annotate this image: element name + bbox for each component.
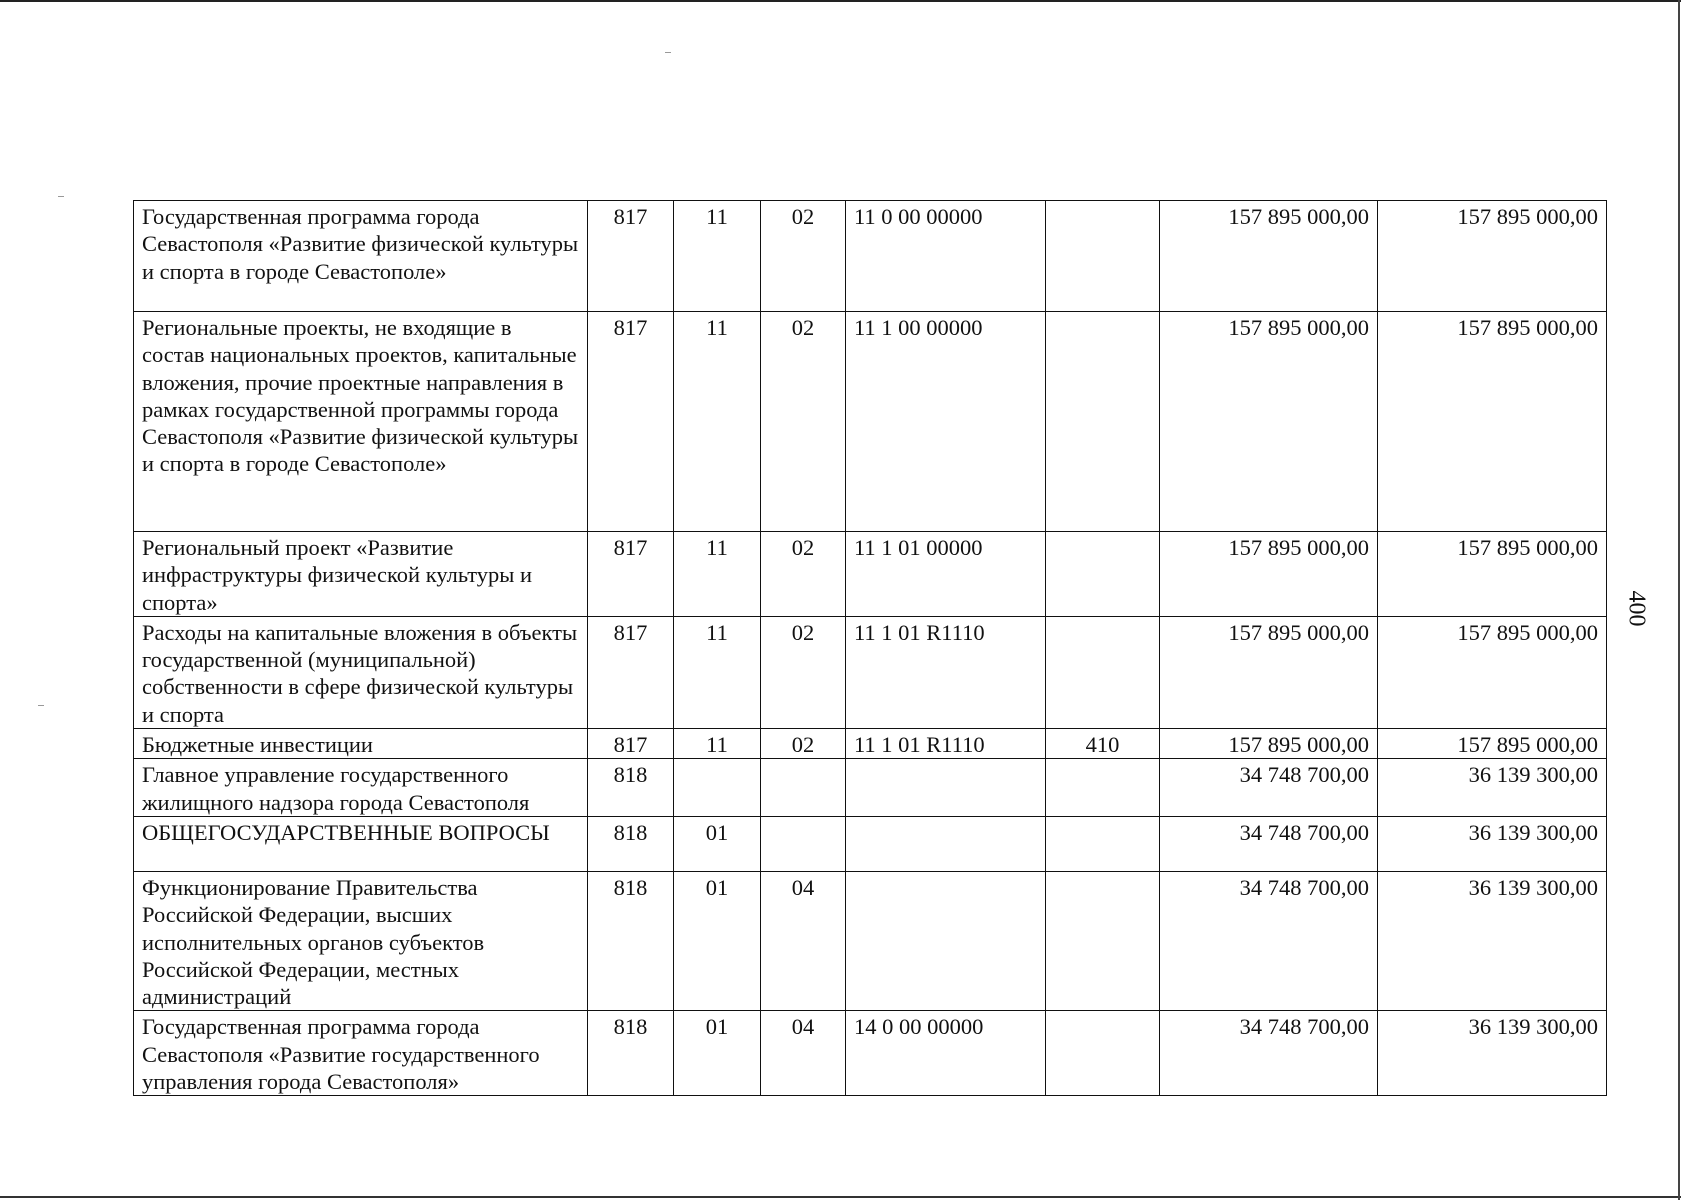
amount-year-1: 157 895 000,00 [1160,616,1378,728]
subsection-code: 02 [761,729,846,759]
section-code: 01 [674,871,761,1010]
row-name: Государственная программа города Севастополя «Развитие физической культуры и спорта в городе Севастополе» [134,201,588,312]
expense-type-code [1046,201,1160,312]
target-code: 11 1 01 00000 [846,532,1046,617]
subsection-code: 02 [761,616,846,728]
budget-table-body [134,201,1607,1096]
row-name: Бюджетные инвестиции [134,729,588,759]
amount-year-1: 157 895 000,00 [1160,312,1378,532]
amount-year-1: 34 748 700,00 [1160,1011,1378,1096]
target-code [846,816,1046,871]
target-code [846,871,1046,1010]
ministry-code: 818 [588,759,674,817]
table-row [134,816,1607,871]
amount-year-1: 157 895 000,00 [1160,532,1378,617]
expense-type-code [1046,759,1160,817]
amount-year-2: 157 895 000,00 [1378,729,1607,759]
amount-year-1: 34 748 700,00 [1160,816,1378,871]
section-code: 01 [674,1011,761,1096]
amount-year-2: 157 895 000,00 [1378,616,1607,728]
amount-year-1: 34 748 700,00 [1160,871,1378,1010]
amount-year-1: 157 895 000,00 [1160,201,1378,312]
expense-type-code: 410 [1046,729,1160,759]
section-code [674,759,761,817]
amount-year-2: 36 139 300,00 [1378,759,1607,817]
row-name: Региональный проект «Развитие инфраструктуры физической культуры и спорта» [134,532,588,617]
amount-year-2: 36 139 300,00 [1378,1011,1607,1096]
subsection-code: 04 [761,1011,846,1096]
scan-edge-top [0,0,1681,2]
target-code: 11 1 01 R1110 [846,729,1046,759]
subsection-code [761,816,846,871]
section-code: 11 [674,312,761,532]
page-number: 400 [1623,590,1650,627]
expense-type-code [1046,312,1160,532]
subsection-code [761,759,846,817]
ministry-code: 818 [588,816,674,871]
amount-year-2: 36 139 300,00 [1378,871,1607,1010]
table-row [134,1011,1607,1096]
table-row [134,616,1607,728]
target-code: 11 0 00 00000 [846,201,1046,312]
scan-edge-bottom [0,1196,1681,1198]
table-row [134,729,1607,759]
expense-type-code [1046,616,1160,728]
section-code: 11 [674,201,761,312]
subsection-code: 02 [761,312,846,532]
expense-type-code [1046,871,1160,1010]
ministry-code: 818 [588,871,674,1010]
table-row [134,871,1607,1010]
amount-year-2: 157 895 000,00 [1378,532,1607,617]
amount-year-2: 157 895 000,00 [1378,312,1607,532]
scan-edge-right [1678,0,1680,1200]
amount-year-1: 34 748 700,00 [1160,759,1378,817]
section-code: 11 [674,532,761,617]
table-row [134,312,1607,532]
table-row [134,759,1607,817]
expense-type-code [1046,532,1160,617]
section-code: 01 [674,816,761,871]
row-name: Региональные проекты, не входящие в состав национальных проектов, капитальные вложения, прочие проектные направления в рамках государственной программы города Севастополя «Развитие физической культуры и спорта в городе Севастополе» [134,312,588,532]
subsection-code: 02 [761,201,846,312]
row-name: Расходы на капитальные вложения в объекты государственной (муниципальной) собственности в сфере физической культуры и спорта [134,616,588,728]
row-name: ОБЩЕГОСУДАРСТВЕННЫЕ ВОПРОСЫ [134,816,588,871]
table-row [134,532,1607,617]
ministry-code: 817 [588,532,674,617]
target-code: 11 1 00 00000 [846,312,1046,532]
row-name: Главное управление государственного жилищного надзора города Севастополя [134,759,588,817]
expense-type-code [1046,1011,1160,1096]
section-code: 11 [674,616,761,728]
section-code: 11 [674,729,761,759]
budget-table [133,200,1607,1096]
target-code [846,759,1046,817]
row-name: Государственная программа города Севастополя «Развитие государственного управления города Севастополя» [134,1011,588,1096]
subsection-code: 02 [761,532,846,617]
expense-type-code [1046,816,1160,871]
ministry-code: 817 [588,312,674,532]
scan-speck [38,705,44,706]
table-row [134,201,1607,312]
subsection-code: 04 [761,871,846,1010]
target-code: 11 1 01 R1110 [846,616,1046,728]
scan-speck [58,196,64,197]
ministry-code: 817 [588,729,674,759]
target-code: 14 0 00 00000 [846,1011,1046,1096]
amount-year-2: 36 139 300,00 [1378,816,1607,871]
ministry-code: 818 [588,1011,674,1096]
scan-speck [665,52,671,53]
ministry-code: 817 [588,201,674,312]
row-name: Функционирование Правительства Российской Федерации, высших исполнительных органов субъектов Российской Федерации, местных администраций [134,871,588,1010]
amount-year-1: 157 895 000,00 [1160,729,1378,759]
ministry-code: 817 [588,616,674,728]
amount-year-2: 157 895 000,00 [1378,201,1607,312]
